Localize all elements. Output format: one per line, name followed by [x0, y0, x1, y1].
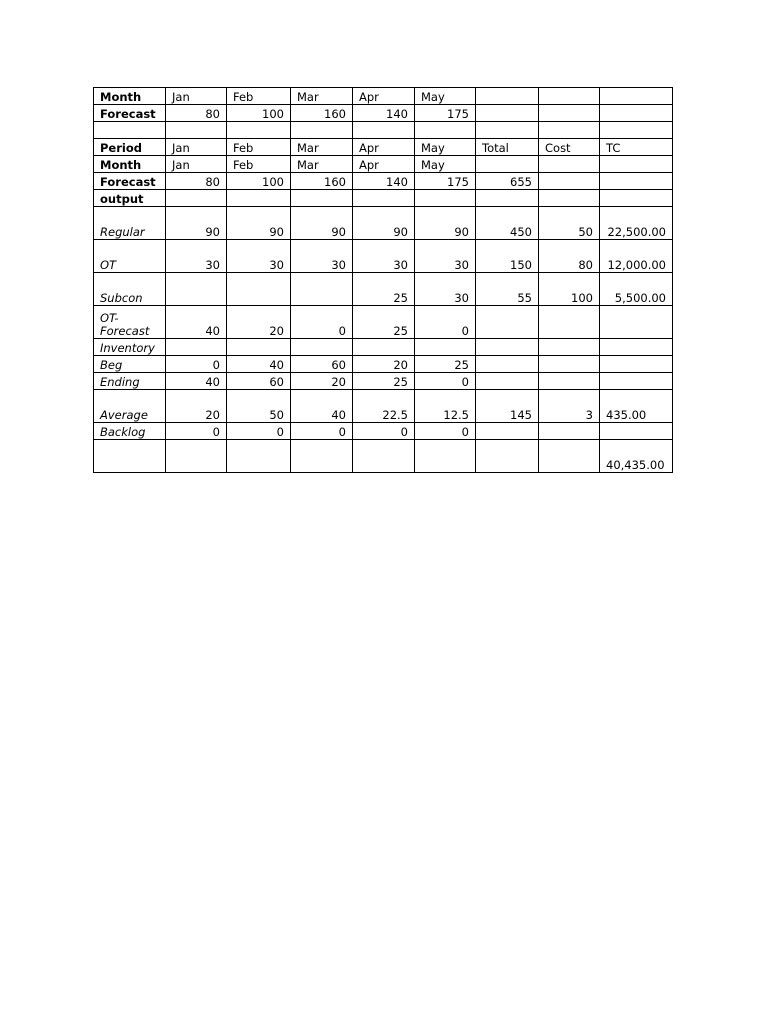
- period-row: [94, 139, 673, 156]
- empty-cell[interactable]: [476, 105, 539, 122]
- blank-row: [94, 122, 673, 139]
- ot-forecast-label-line2: Forecast: [100, 324, 150, 338]
- cell-ot-forecast-mar[interactable]: 0: [291, 306, 353, 339]
- cell-beg-apr[interactable]: 20: [353, 356, 415, 373]
- cell-forecast-apr[interactable]: 140: [353, 105, 415, 122]
- empty-cell[interactable]: [353, 190, 415, 207]
- empty-cell[interactable]: [476, 440, 539, 473]
- cell-regular-mar[interactable]: 90: [291, 207, 353, 240]
- row-label-forecast[interactable]: Forecast: [94, 105, 166, 122]
- empty-cell[interactable]: [227, 339, 291, 356]
- empty-cell[interactable]: [476, 339, 539, 356]
- cell-forecast-jan[interactable]: 80: [166, 173, 227, 190]
- empty-cell[interactable]: [166, 190, 227, 207]
- cell-regular-tc[interactable]: 22,500.00: [600, 207, 673, 240]
- cell-ot-forecast-jan[interactable]: 40: [166, 306, 227, 339]
- empty-cell[interactable]: [291, 339, 353, 356]
- empty-cell[interactable]: [94, 122, 166, 139]
- cell-backlog-mar[interactable]: 0: [291, 423, 353, 440]
- cell-forecast-apr[interactable]: 140: [353, 173, 415, 190]
- empty-cell[interactable]: [415, 190, 476, 207]
- row-label-month[interactable]: Month: [94, 88, 166, 105]
- cell-period-feb[interactable]: Feb: [227, 139, 291, 156]
- empty-cell[interactable]: [600, 373, 673, 390]
- cell-month-feb[interactable]: Feb: [227, 156, 291, 173]
- empty-cell[interactable]: [539, 440, 600, 473]
- row-label-period[interactable]: Period: [94, 139, 166, 156]
- empty-cell[interactable]: [476, 190, 539, 207]
- cell-regular-apr[interactable]: 90: [353, 207, 415, 240]
- cell-regular-total[interactable]: 450: [476, 207, 539, 240]
- empty-cell[interactable]: [415, 339, 476, 356]
- forecast-row: [94, 105, 673, 122]
- empty-cell[interactable]: [600, 88, 673, 105]
- cell-ot-tc[interactable]: 12,000.00: [600, 240, 673, 273]
- cell-subcon-feb[interactable]: [227, 273, 291, 306]
- empty-cell[interactable]: [539, 423, 600, 440]
- cell-ot-feb[interactable]: 30: [227, 240, 291, 273]
- cell-ot-apr[interactable]: 30: [353, 240, 415, 273]
- cell-subcon-total[interactable]: 55: [476, 273, 539, 306]
- cell-average-feb[interactable]: 50: [227, 390, 291, 423]
- cell-ot-cost[interactable]: 80: [539, 240, 600, 273]
- cell-month-apr[interactable]: Apr: [353, 88, 415, 105]
- empty-cell[interactable]: [291, 190, 353, 207]
- empty-cell[interactable]: [415, 440, 476, 473]
- cell-backlog-jan[interactable]: 0: [166, 423, 227, 440]
- cell-period-may[interactable]: May: [415, 139, 476, 156]
- cell-ending-may[interactable]: 0: [415, 373, 476, 390]
- cell-backlog-apr[interactable]: 0: [353, 423, 415, 440]
- row-label-forecast[interactable]: Forecast: [94, 173, 166, 190]
- empty-cell[interactable]: [539, 339, 600, 356]
- cell-subcon-tc[interactable]: 5,500.00: [600, 273, 673, 306]
- cell-regular-may[interactable]: 90: [415, 207, 476, 240]
- row-label-ot-forecast[interactable]: [94, 306, 166, 339]
- cell-forecast-mar[interactable]: 160: [291, 105, 353, 122]
- ot-forecast-label-line1: OT-: [100, 311, 119, 325]
- row-label-ot[interactable]: OT: [94, 240, 166, 273]
- cell-average-mar[interactable]: 40: [291, 390, 353, 423]
- ot-forecast-row: [94, 306, 673, 339]
- empty-cell[interactable]: [353, 122, 415, 139]
- cell-ot-forecast-may[interactable]: 0: [415, 306, 476, 339]
- empty-cell[interactable]: [166, 440, 227, 473]
- month-header-row: [94, 88, 673, 105]
- cell-ot-total[interactable]: 150: [476, 240, 539, 273]
- cell-forecast-jan[interactable]: 80: [166, 105, 227, 122]
- cell-forecast-may[interactable]: 175: [415, 173, 476, 190]
- cell-average-tc[interactable]: 435.00: [600, 390, 673, 423]
- cell-ending-feb[interactable]: 60: [227, 373, 291, 390]
- spreadsheet-table: [93, 87, 673, 473]
- cell-ot-may[interactable]: 30: [415, 240, 476, 273]
- cell-subcon-mar[interactable]: [291, 273, 353, 306]
- cell-regular-cost[interactable]: 50: [539, 207, 600, 240]
- empty-cell[interactable]: [600, 339, 673, 356]
- row-label-regular[interactable]: Regular: [94, 207, 166, 240]
- cell-cost-header[interactable]: Cost: [539, 139, 600, 156]
- empty-cell[interactable]: [600, 423, 673, 440]
- cell-forecast-mar[interactable]: 160: [291, 173, 353, 190]
- cell-month-jan[interactable]: Jan: [166, 88, 227, 105]
- beg-row: [94, 356, 673, 373]
- empty-cell[interactable]: [600, 306, 673, 339]
- cell-beg-feb[interactable]: 40: [227, 356, 291, 373]
- empty-cell[interactable]: [227, 190, 291, 207]
- cell-ot-forecast-apr[interactable]: 25: [353, 306, 415, 339]
- month-row: [94, 156, 673, 173]
- cell-beg-mar[interactable]: 60: [291, 356, 353, 373]
- empty-cell[interactable]: [476, 373, 539, 390]
- cell-forecast-feb[interactable]: 100: [227, 173, 291, 190]
- empty-cell[interactable]: [539, 122, 600, 139]
- cell-month-mar[interactable]: Mar: [291, 156, 353, 173]
- cell-ot-mar[interactable]: 30: [291, 240, 353, 273]
- cell-ending-mar[interactable]: 20: [291, 373, 353, 390]
- row-label-beg[interactable]: Beg: [94, 356, 166, 373]
- cell-month-mar[interactable]: Mar: [291, 88, 353, 105]
- cell-ending-jan[interactable]: 40: [166, 373, 227, 390]
- backlog-row: [94, 423, 673, 440]
- empty-cell[interactable]: [291, 440, 353, 473]
- empty-cell[interactable]: [600, 122, 673, 139]
- cell-backlog-feb[interactable]: 0: [227, 423, 291, 440]
- row-label-subcon[interactable]: Subcon: [94, 273, 166, 306]
- row-label-backlog[interactable]: Backlog: [94, 423, 166, 440]
- empty-cell[interactable]: [291, 122, 353, 139]
- empty-cell[interactable]: [227, 440, 291, 473]
- grand-total-row: [94, 440, 673, 473]
- cell-month-feb[interactable]: Feb: [227, 88, 291, 105]
- empty-cell[interactable]: [600, 156, 673, 173]
- cell-average-cost[interactable]: 3: [539, 390, 600, 423]
- ending-row: [94, 373, 673, 390]
- cell-forecast-may[interactable]: 175: [415, 105, 476, 122]
- empty-cell[interactable]: [476, 122, 539, 139]
- cell-total-header[interactable]: Total: [476, 139, 539, 156]
- empty-cell[interactable]: [476, 306, 539, 339]
- cell-grand-total[interactable]: 40,435.00: [600, 440, 673, 473]
- empty-cell[interactable]: [94, 440, 166, 473]
- empty-cell[interactable]: [539, 156, 600, 173]
- empty-cell[interactable]: [539, 306, 600, 339]
- cell-ending-apr[interactable]: 25: [353, 373, 415, 390]
- cell-month-apr[interactable]: Apr: [353, 156, 415, 173]
- cell-average-apr[interactable]: 22.5: [353, 390, 415, 423]
- empty-cell[interactable]: [476, 88, 539, 105]
- regular-row: [94, 207, 673, 240]
- empty-cell[interactable]: [600, 190, 673, 207]
- row-label-average[interactable]: Average: [94, 390, 166, 423]
- cell-regular-feb[interactable]: 90: [227, 207, 291, 240]
- cell-average-may[interactable]: 12.5: [415, 390, 476, 423]
- cell-period-apr[interactable]: Apr: [353, 139, 415, 156]
- empty-cell[interactable]: [353, 440, 415, 473]
- empty-cell[interactable]: [227, 122, 291, 139]
- cell-subcon-apr[interactable]: 25: [353, 273, 415, 306]
- row-label-inventory[interactable]: Inventory: [94, 339, 166, 356]
- empty-cell[interactable]: [600, 356, 673, 373]
- cell-average-total[interactable]: 145: [476, 390, 539, 423]
- row-label-ending[interactable]: Ending: [94, 373, 166, 390]
- ot-row: [94, 240, 673, 273]
- empty-cell[interactable]: [166, 339, 227, 356]
- empty-cell[interactable]: [539, 173, 600, 190]
- empty-cell[interactable]: [539, 190, 600, 207]
- cell-month-may[interactable]: May: [415, 88, 476, 105]
- subcon-row: [94, 273, 673, 306]
- cell-ot-forecast-feb[interactable]: 20: [227, 306, 291, 339]
- cell-tc-header[interactable]: TC: [600, 139, 673, 156]
- row-label-output[interactable]: output: [94, 190, 166, 207]
- empty-cell[interactable]: [539, 105, 600, 122]
- cell-beg-may[interactable]: 25: [415, 356, 476, 373]
- cell-subcon-may[interactable]: 30: [415, 273, 476, 306]
- empty-cell[interactable]: [476, 156, 539, 173]
- cell-subcon-cost[interactable]: 100: [539, 273, 600, 306]
- empty-cell[interactable]: [539, 373, 600, 390]
- cell-forecast-feb[interactable]: 100: [227, 105, 291, 122]
- cell-regular-jan[interactable]: 90: [166, 207, 227, 240]
- empty-cell[interactable]: [415, 122, 476, 139]
- empty-cell[interactable]: [353, 339, 415, 356]
- average-row: [94, 390, 673, 423]
- empty-cell[interactable]: [600, 173, 673, 190]
- forecast-row: [94, 173, 673, 190]
- cell-average-jan[interactable]: 20: [166, 390, 227, 423]
- inventory-row: [94, 339, 673, 356]
- cell-backlog-may[interactable]: 0: [415, 423, 476, 440]
- row-label-month[interactable]: Month: [94, 156, 166, 173]
- cell-period-jan[interactable]: Jan: [166, 139, 227, 156]
- cell-period-mar[interactable]: Mar: [291, 139, 353, 156]
- cell-subcon-jan[interactable]: [166, 273, 227, 306]
- empty-cell[interactable]: [539, 88, 600, 105]
- empty-cell[interactable]: [166, 122, 227, 139]
- empty-cell[interactable]: [476, 423, 539, 440]
- cell-beg-jan[interactable]: 0: [166, 356, 227, 373]
- cell-month-may[interactable]: May: [415, 156, 476, 173]
- empty-cell[interactable]: [600, 105, 673, 122]
- empty-cell[interactable]: [476, 356, 539, 373]
- cell-forecast-total[interactable]: 655: [476, 173, 539, 190]
- cell-ot-jan[interactable]: 30: [166, 240, 227, 273]
- output-row: [94, 190, 673, 207]
- empty-cell[interactable]: [539, 356, 600, 373]
- cell-month-jan[interactable]: Jan: [166, 156, 227, 173]
